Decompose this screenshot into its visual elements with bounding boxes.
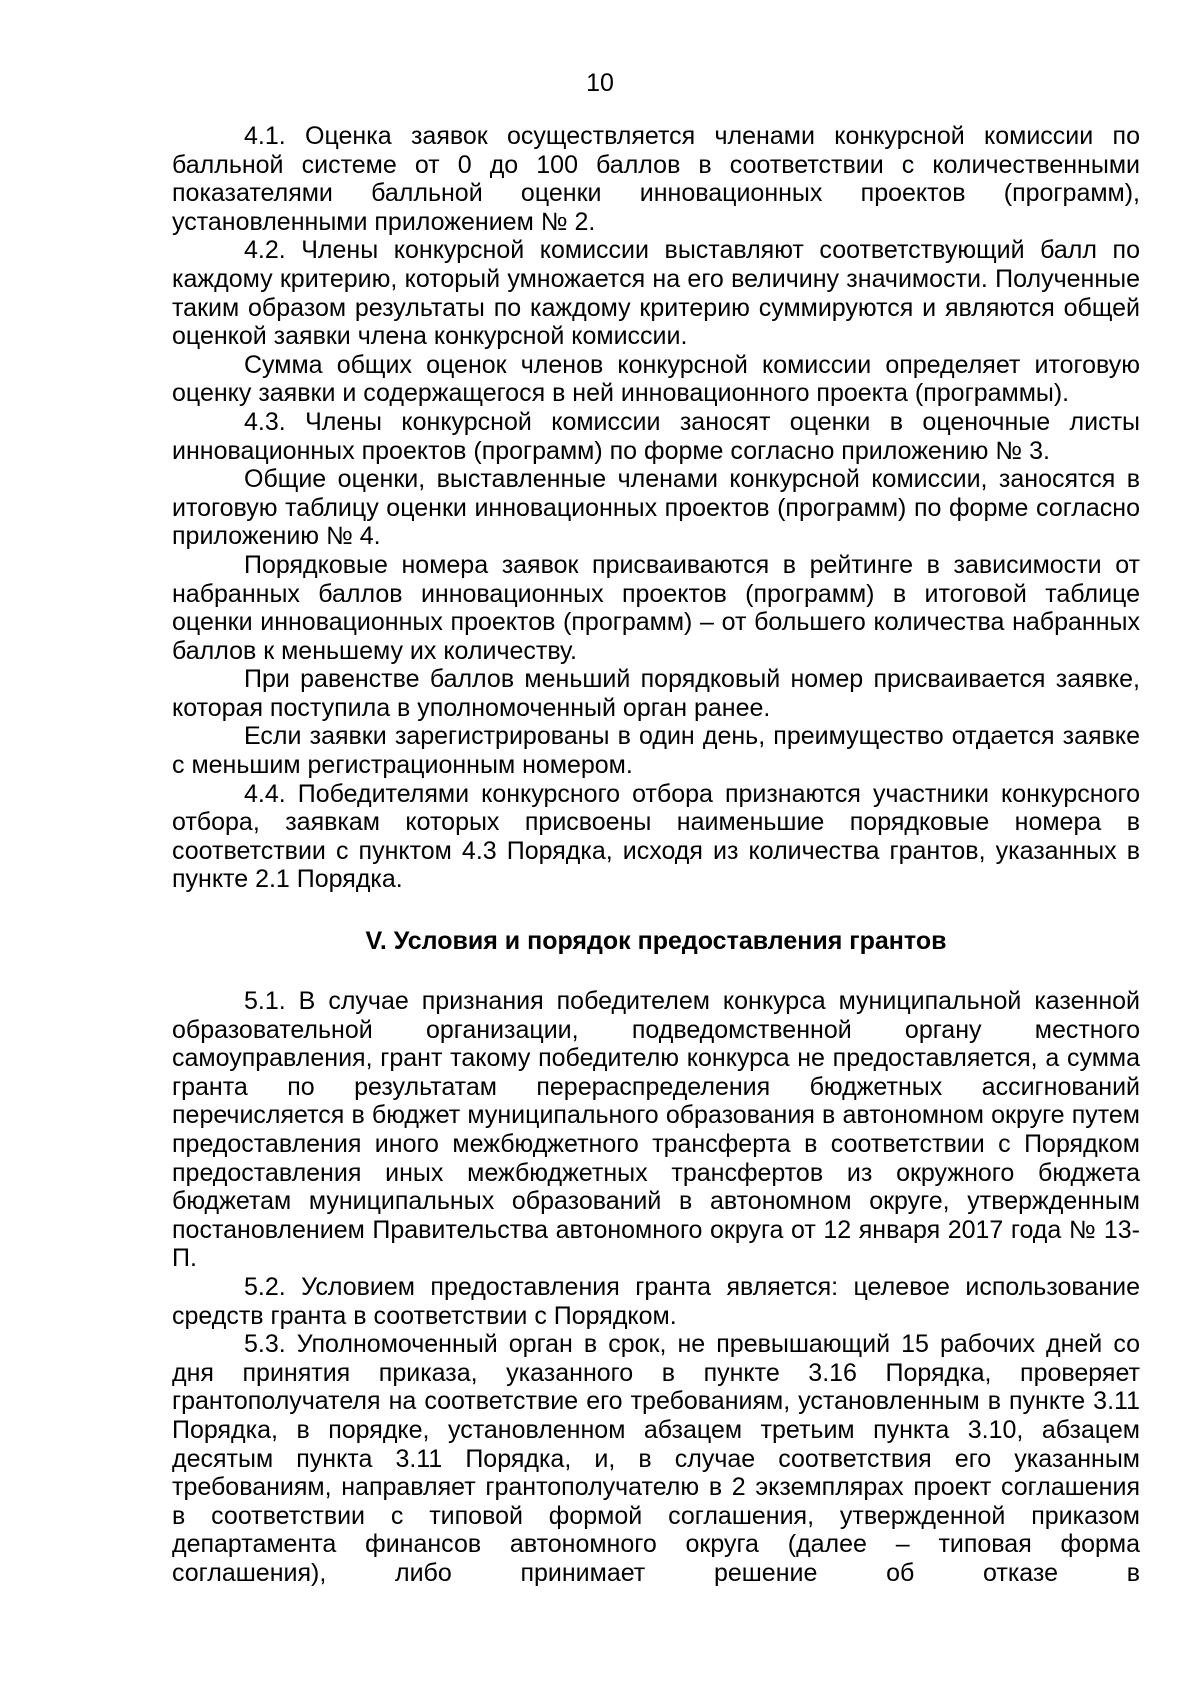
- paragraph-4-3-tie: При равенстве баллов меньший порядковый номер присваивается заявке, которая поступила в уполномоченный орган ранее.: [172, 665, 1140, 722]
- paragraph-4-2: 4.2. Члены конкурсной комиссии выставляют соответствующий балл по каждому критерию, который умножается на его величину значимости. Полученные таким образом результаты по каждому критерию суммируются и являются общей оценкой заявки члена конкурсной комиссии.: [172, 236, 1140, 351]
- paragraph-4-3: 4.3. Члены конкурсной комиссии заносят оценки в оценочные листы инновационных проектов (программ) по форме согласно приложению № 3.: [172, 407, 1140, 465]
- paragraph-4-3-same-day: Если заявки зарегистрированы в один день, преимущество отдается заявке с меньшим регистрационным номером.: [172, 722, 1140, 780]
- paragraph-4-3-ranking: Порядковые номера заявок присваиваются в рейтинге в зависимости от набранных баллов инновационных проектов (программ) в итоговой таблице оценки инновационных проектов (программ) – от большего количества набранных баллов к меньшему их количеству.: [172, 550, 1140, 665]
- paragraph-4-1: 4.1. Оценка заявок осуществляется членами конкурсной комиссии по балльной системе от 0 до 100 баллов в соответствии с количественными показателями балльной оценки инновационных проектов (программ), установленными приложением № 2.: [172, 122, 1140, 236]
- paragraph-5-2: 5.2. Условием предоставления гранта является: целевое использование средств гранта в соответствии с Порядком.: [172, 1272, 1140, 1330]
- section-heading: V. Условия и порядок предоставления грантов: [365, 927, 947, 956]
- paragraph-5-3: 5.3. Уполномоченный орган в срок, не превышающий 15 рабочих дней со дня принятия приказа, указанного в пункте 3.16 Порядка, проверяет грантополучателя на соответствие его требованиям, установленным в пункте 3.11 Порядка, в порядке, установленном абзацем третьим пункта 3.10, абзацем десятым пункта 3.11 Порядка, и, в случае соответствия его указанным требованиям, направляет грантополучателю в 2 экземплярах проект соглашения в соответствии с типовой формой соглашения, утвержденной приказом департамента финансов автономного округа (далее – типовая форма соглашения), либо принимает решение об отказе в: [172, 1330, 1140, 1587]
- document-body: [172, 122, 1140, 1588]
- paragraph-5-1: 5.1. В случае признания победителем конкурса муниципальной казенной образовательной организации, подведомственной органу местного самоуправления, грант такому победителю конкурса не предоставляется, а сумма гранта по результатам перераспределения бюджетных ассигнований перечисляется в бюджет муниципального образования в автономном округе путем предоставления иного межбюджетного трансферта в соответствии с Порядком предоставления иных межбюджетных трансфертов из окружного бюджета бюджетам муниципальных образований в автономном округе, утвержденным постановлением Правительства автономного округа от 12 января 2017 года № 13-П.: [172, 987, 1140, 1273]
- page-number: 10: [586, 69, 614, 97]
- paragraph-4-2-sum: Сумма общих оценок членов конкурсной комиссии определяет итоговую оценку заявки и содержащегося в ней инновационного проекта (программы).: [172, 350, 1140, 408]
- paragraph-4-3-totals: Общие оценки, выставленные членами конкурсной комиссии, заносятся в итоговую таблицу оценки инновационных проектов (программ) по форме согласно приложению № 4.: [172, 465, 1140, 551]
- paragraph-4-4: 4.4. Победителями конкурсного отбора признаются участники конкурсного отбора, заявкам которых присвоены наименьшие порядковые номера в соответствии с пунктом 4.3 Порядка, исходя из количества грантов, указанных в пункте 2.1 Порядка.: [172, 779, 1140, 894]
